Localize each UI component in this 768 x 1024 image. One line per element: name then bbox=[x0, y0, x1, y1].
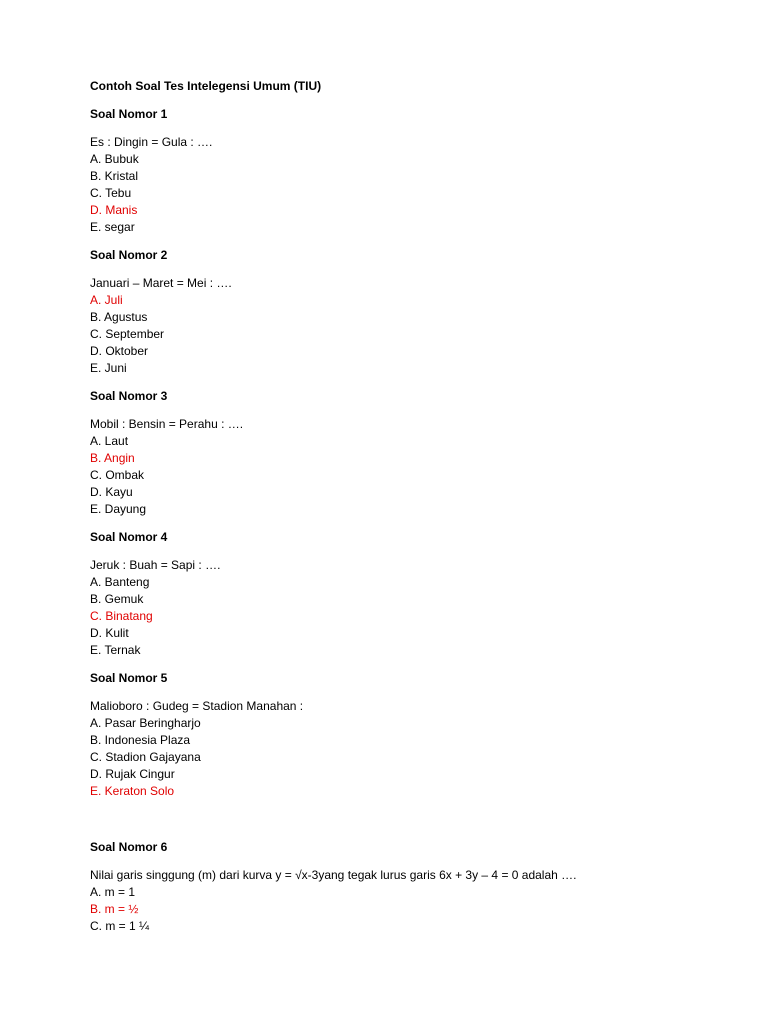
question-block bbox=[90, 529, 730, 659]
answer-option: C. Ombak bbox=[90, 468, 145, 482]
answer-option: A. Laut bbox=[90, 434, 129, 448]
answer-option-correct: B. Angin bbox=[90, 451, 135, 465]
question-heading: Soal Nomor 3 bbox=[90, 389, 168, 403]
answer-option: C. September bbox=[90, 327, 165, 341]
question-heading: Soal Nomor 5 bbox=[90, 671, 168, 685]
question-block bbox=[90, 247, 730, 377]
document-title: Contoh Soal Tes Intelegensi Umum (TIU) bbox=[90, 79, 322, 93]
answer-option-correct: B. m = ½ bbox=[90, 902, 139, 916]
answer-option: C. m = 1 ¼ bbox=[90, 919, 150, 933]
answer-option: C. Stadion Gajayana bbox=[90, 750, 201, 764]
answer-option: A. Banteng bbox=[90, 575, 150, 589]
question-text: Mobil : Bensin = Perahu : …. bbox=[90, 417, 244, 431]
question-heading: Soal Nomor 4 bbox=[90, 530, 168, 544]
question-heading: Soal Nomor 2 bbox=[90, 248, 168, 262]
answer-option: D. Rujak Cingur bbox=[90, 767, 175, 781]
question-block bbox=[90, 388, 730, 518]
question-list bbox=[90, 106, 730, 935]
answer-option: D. Kulit bbox=[90, 626, 129, 640]
question-heading: Soal Nomor 6 bbox=[90, 840, 168, 854]
answer-option: E. Ternak bbox=[90, 643, 141, 657]
question-text: Nilai garis singgung (m) dari kurva y = √x-3yang tegak lurus garis 6x + 3y – 4 = 0 adalah …. bbox=[90, 868, 577, 882]
answer-option: D. Oktober bbox=[90, 344, 149, 358]
answer-option: A. Pasar Beringharjo bbox=[90, 716, 201, 730]
question-text: Jeruk : Buah = Sapi : …. bbox=[90, 558, 221, 572]
question-text: Malioboro : Gudeg = Stadion Manahan : bbox=[90, 699, 304, 713]
question-block bbox=[90, 106, 730, 236]
question-text: Januari – Maret = Mei : …. bbox=[90, 276, 232, 290]
answer-option: C. Tebu bbox=[90, 186, 132, 200]
document-page bbox=[90, 78, 730, 946]
answer-option: B. Kristal bbox=[90, 169, 139, 183]
answer-option: E. Juni bbox=[90, 361, 127, 375]
question-block bbox=[90, 839, 730, 935]
answer-option: E. segar bbox=[90, 220, 135, 234]
answer-option: A. Bubuk bbox=[90, 152, 139, 166]
answer-option-correct: E. Keraton Solo bbox=[90, 784, 175, 798]
question-text: Es : Dingin = Gula : …. bbox=[90, 135, 213, 149]
question-heading: Soal Nomor 1 bbox=[90, 107, 168, 121]
answer-option: B. Indonesia Plaza bbox=[90, 733, 191, 747]
answer-option: D. Kayu bbox=[90, 485, 133, 499]
answer-option: B. Agustus bbox=[90, 310, 148, 324]
answer-option-correct: D. Manis bbox=[90, 203, 138, 217]
answer-option-correct: C. Binatang bbox=[90, 609, 153, 623]
answer-option: A. m = 1 bbox=[90, 885, 136, 899]
answer-option: E. Dayung bbox=[90, 502, 147, 516]
question-block bbox=[90, 670, 730, 800]
answer-option-correct: A. Juli bbox=[90, 293, 123, 307]
answer-option: B. Gemuk bbox=[90, 592, 144, 606]
